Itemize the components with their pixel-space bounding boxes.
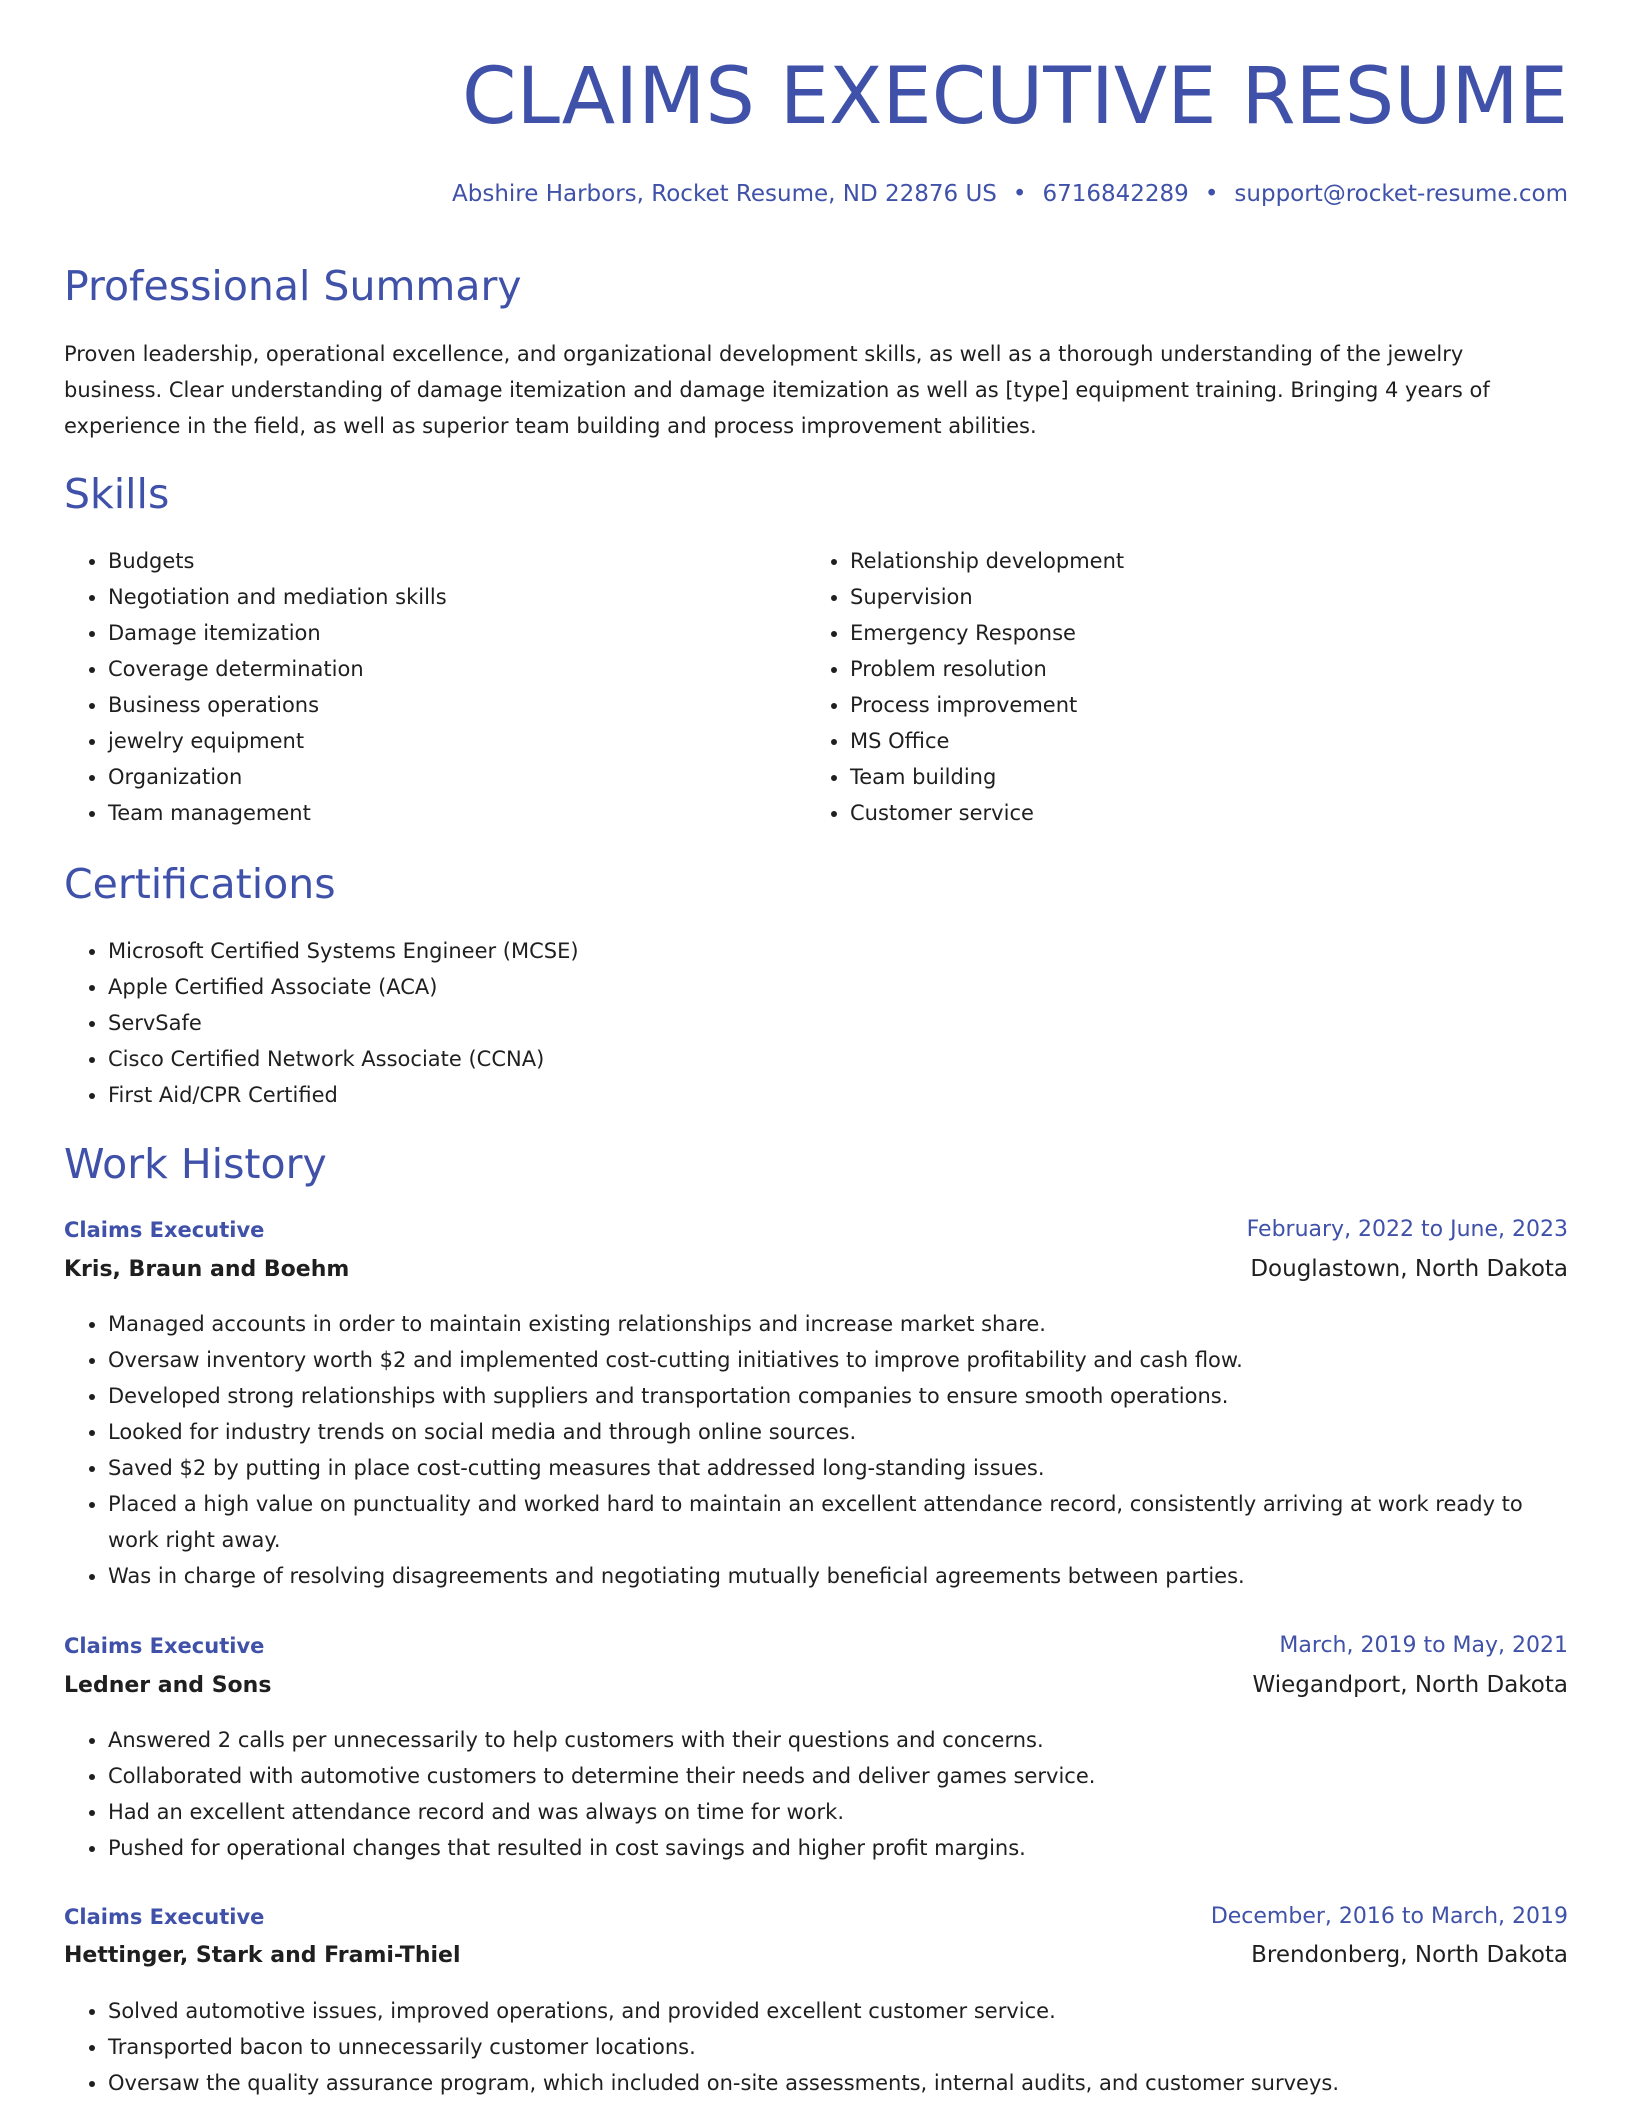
skills-list-right: [806, 543, 1550, 831]
separator: •: [1204, 181, 1219, 207]
job-bullets: [64, 1722, 1568, 1866]
list-item: • Process improvement: [850, 687, 1550, 723]
job-company: Hettinger, Stark and Frami-Thiel: [64, 1943, 461, 1968]
job-dates: February, 2022 to June, 2023: [1246, 1217, 1568, 1242]
list-item: • Team building: [850, 759, 1550, 795]
job-company: Ledner and Sons: [64, 1673, 272, 1698]
job-location: Brendonberg, North Dakota: [1251, 1942, 1568, 1968]
list-item: • Oversaw inventory worth $2 and implemented cost-cutting initiatives to improve profitability and cash flow.: [108, 1342, 1568, 1378]
list-item: • Placed a high value on punctuality and worked hard to maintain an excellent attendance record, consistently arriving at work ready to work right away.: [108, 1486, 1568, 1558]
job-dates: March, 2019 to May, 2021: [1279, 1633, 1568, 1658]
contact-line: [452, 181, 1568, 207]
list-item: • Business operations: [108, 687, 808, 723]
list-item: • Cisco Certified Network Associate (CCNA): [108, 1041, 1508, 1077]
list-item: • Customer service: [850, 795, 1550, 831]
list-item: • Relationship development: [850, 543, 1550, 579]
email[interactable]: support@rocket-resume.com: [1234, 181, 1568, 207]
list-item: • Developed strong relationships with suppliers and transportation companies to ensure smooth operations.: [108, 1378, 1568, 1414]
summary-text: Proven leadership, operational excellence, and organizational development skills, as well as a thorough understanding of the jewelry business. Clear understanding of damage itemization and damage itemization as well as [type] equipment training. Bringing 4 years of experience in the field, as well as superior team building and process improvement abilities.: [64, 342, 1490, 438]
list-item: • Looked for industry trends on social media and through online sources.: [108, 1414, 1568, 1450]
list-item: • Oversaw the quality assurance program, which included on-site assessments, internal audits, and customer surveys.: [108, 2065, 1568, 2101]
phone: 6716842289: [1042, 181, 1189, 207]
list-item: • Coverage determination: [108, 651, 808, 687]
list-item: • ServSafe: [108, 1005, 1508, 1041]
job-bullets: [64, 1993, 1568, 2101]
list-item: • Pushed for operational changes that resulted in cost savings and higher profit margins.: [108, 1830, 1568, 1866]
address: Abshire Harbors, Rocket Resume, ND 22876 US: [452, 181, 997, 207]
list-item: • Supervision: [850, 579, 1550, 615]
list-item: • Microsoft Certified Systems Engineer (MCSE): [108, 933, 1508, 969]
certifications-list: [64, 933, 1508, 1113]
list-item: • Problem resolution: [850, 651, 1550, 687]
list-item: • Emergency Response: [850, 615, 1550, 651]
job-title: Claims Executive: [64, 1218, 265, 1242]
job-title: Claims Executive: [64, 1905, 265, 1929]
job-bullets: [64, 1306, 1568, 1594]
job-company: Kris, Braun and Boehm: [64, 1257, 350, 1282]
resume-title: CLAIMS EXECUTIVE RESUME: [462, 52, 1568, 142]
list-item: • Saved $2 by putting in place cost-cutting measures that addressed long-standing issues.: [108, 1450, 1568, 1486]
job-location: Douglastown, North Dakota: [1250, 1256, 1568, 1282]
section-title-certifications: Certifications: [64, 860, 336, 908]
job-location: Wiegandport, North Dakota: [1252, 1672, 1568, 1698]
job-dates: December, 2016 to March, 2019: [1210, 1904, 1568, 1929]
list-item: • Collaborated with automotive customers to determine their needs and deliver games service.: [108, 1758, 1568, 1794]
list-item: • MS Office: [850, 723, 1550, 759]
list-item: • Transported bacon to unnecessarily customer locations.: [108, 2029, 1568, 2065]
list-item: • Apple Certified Associate (ACA): [108, 969, 1508, 1005]
list-item: • Negotiation and mediation skills: [108, 579, 808, 615]
separator: •: [1012, 181, 1027, 207]
job-title: Claims Executive: [64, 1634, 265, 1658]
list-item: • Had an excellent attendance record and was always on time for work.: [108, 1794, 1568, 1830]
list-item: • Budgets: [108, 543, 808, 579]
list-item: • Solved automotive issues, improved operations, and provided excellent customer service.: [108, 1993, 1568, 2029]
skills-list-left: [64, 543, 808, 831]
section-title-summary: Professional Summary: [64, 262, 522, 310]
list-item: • Damage itemization: [108, 615, 808, 651]
list-item: • Answered 2 calls per unnecessarily to help customers with their questions and concerns.: [108, 1722, 1568, 1758]
section-title-skills: Skills: [64, 470, 170, 518]
list-item: • Was in charge of resolving disagreements and negotiating mutually beneficial agreements between parties.: [108, 1558, 1568, 1594]
list-item: • Managed accounts in order to maintain existing relationships and increase market share.: [108, 1306, 1568, 1342]
list-item: • Team management: [108, 795, 808, 831]
list-item: • Organization: [108, 759, 808, 795]
list-item: • jewelry equipment: [108, 723, 808, 759]
list-item: • First Aid/CPR Certified: [108, 1077, 1508, 1113]
section-title-work-history: Work History: [64, 1140, 327, 1188]
